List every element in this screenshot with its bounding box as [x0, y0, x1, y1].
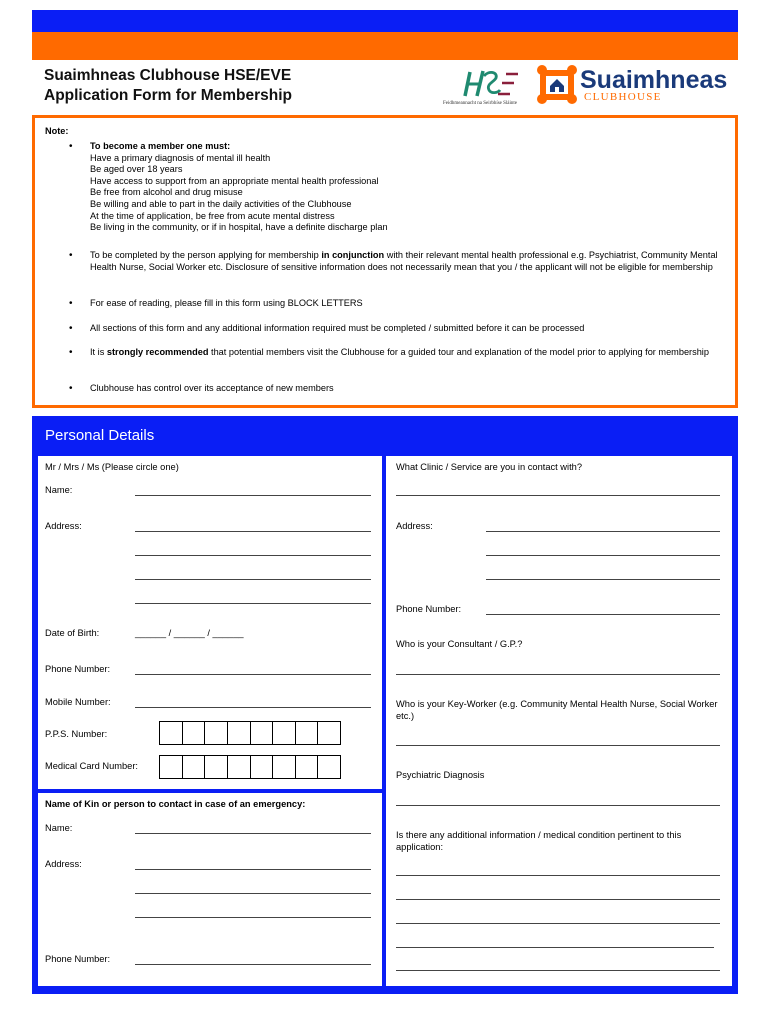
- note-text: with their relevant mental health professional e.g. Psychiatrist, Community Mental Health Nurse, Social Worker etc. Disclosure of sensitive information does not necessarily mean that you / the applicant will not be eligible for membership: [90, 250, 718, 272]
- phone-label: Phone Number:: [45, 664, 111, 674]
- clinic-address-label: Address:: [396, 521, 433, 531]
- note-bullet-eligibility: [90, 141, 720, 234]
- note-bullet-block-letters: • For ease of reading, please fill in this form using BLOCK LETTERS: [90, 298, 720, 310]
- note-text: It is: [90, 347, 107, 357]
- kin-name-field[interactable]: [135, 833, 371, 834]
- phone-field[interactable]: [135, 674, 371, 675]
- address-field-line-2[interactable]: [135, 555, 371, 556]
- keyworker-label: Who is your Key-Worker (e.g. Community Mental Health Nurse, Social Worker etc.): [396, 699, 718, 721]
- medical-card-label: Medical Card Number:: [45, 761, 139, 771]
- note-bullet-all-sections: • All sections of this form and any additional information required must be completed / submitted before it can be processed: [90, 323, 720, 335]
- clinic-phone-field[interactable]: [486, 614, 720, 615]
- header-blue-bar: [32, 10, 738, 32]
- form-title-line-1: Suaimhneas Clubhouse HSE/EVE: [44, 67, 292, 84]
- consultant-field[interactable]: [396, 674, 720, 675]
- clubhouse-logo-name: Suaimhneas: [580, 66, 728, 94]
- clinic-panel: [386, 456, 732, 986]
- note-text: To be completed by the person applying for membership: [90, 250, 322, 260]
- kin-phone-field[interactable]: [135, 964, 371, 965]
- additional-info-label: Is there any additional information / medical condition pertinent to this application:: [396, 830, 682, 852]
- additional-info-line-3[interactable]: [396, 923, 720, 924]
- suaimhneas-logo: [536, 64, 736, 104]
- header-orange-bar: [32, 32, 738, 60]
- form-title-line-2: Application Form for Membership: [44, 87, 293, 104]
- kin-name-label: Name:: [45, 823, 73, 833]
- eligibility-line: Be aged over 18 years: [90, 164, 183, 175]
- mobile-label: Mobile Number:: [45, 697, 111, 707]
- kin-address-line-3[interactable]: [135, 917, 371, 918]
- clinic-address-line-2[interactable]: [486, 555, 720, 556]
- diagnosis-label: Psychiatric Diagnosis: [396, 770, 485, 780]
- address-field-line-3[interactable]: [135, 579, 371, 580]
- clinic-field[interactable]: [396, 495, 720, 496]
- kin-phone-label: Phone Number:: [45, 954, 111, 964]
- mobile-field[interactable]: [135, 707, 371, 708]
- additional-info-line-2[interactable]: [396, 899, 720, 900]
- address-field-line-4[interactable]: [135, 603, 371, 604]
- pps-number-boxes[interactable]: [159, 721, 341, 745]
- hse-logo-subtext: Feidhmeannacht na Seirbhíse Sláinte: [443, 101, 518, 106]
- additional-info-line-5[interactable]: [396, 970, 720, 971]
- note-bullet-acceptance: • Clubhouse has control over its acceptance of new members: [90, 383, 720, 395]
- dob-label: Date of Birth:: [45, 628, 100, 638]
- note-text: that potential members visit the Clubhouse for a guided tour and explanation of the model prior to applying for membership: [208, 347, 709, 357]
- clinic-phone-label: Phone Number:: [396, 604, 462, 614]
- form-title: [44, 66, 292, 106]
- additional-info-line-4[interactable]: [396, 947, 714, 948]
- eligibility-line: Be willing and able to part in the daily activities of the Clubhouse: [90, 198, 352, 209]
- note-bold-text: in conjunction: [321, 250, 385, 260]
- eligibility-title: • To become a member one must:: [90, 141, 231, 151]
- address-field-line-1[interactable]: [135, 531, 371, 532]
- clubhouse-logo-sub: CLUBHOUSE: [584, 91, 662, 103]
- dob-field[interactable]: ______ / ______ / ______: [135, 628, 244, 638]
- note-bold-text: strongly recommended: [106, 347, 209, 357]
- clinic-address-line-1[interactable]: [486, 531, 720, 532]
- diagnosis-field[interactable]: [396, 805, 720, 806]
- note-bullet-conjunction: [90, 250, 720, 273]
- kin-address-line-2[interactable]: [135, 893, 371, 894]
- personal-details-title: Personal Details: [45, 427, 155, 444]
- name-field[interactable]: [135, 495, 371, 496]
- eligibility-line: Have access to support from an appropriate mental health professional: [90, 175, 379, 186]
- kin-panel: [38, 793, 382, 986]
- name-label: Name:: [45, 485, 73, 495]
- note-bullet-recommended: [90, 347, 720, 359]
- pps-label: P.P.S. Number:: [45, 729, 108, 739]
- kin-title: Name of Kin or person to contact in case of an emergency:: [45, 799, 306, 809]
- eligibility-line: Be free from alcohol and drug misuse: [90, 187, 243, 198]
- address-label: Address:: [45, 521, 82, 531]
- notes-box: [32, 115, 738, 408]
- clinic-question: What Clinic / Service are you in contact with?: [396, 462, 583, 472]
- note-label: Note:: [45, 126, 69, 136]
- kin-address-line-1[interactable]: [135, 869, 371, 870]
- keyworker-field[interactable]: [396, 745, 720, 746]
- clubhouse-house-icon: [537, 65, 577, 104]
- eligibility-line: At the time of application, be free from acute mental distress: [90, 210, 335, 221]
- medical-card-boxes[interactable]: [159, 755, 341, 779]
- additional-info-line-1[interactable]: [396, 875, 720, 876]
- clinic-address-line-3[interactable]: [486, 579, 720, 580]
- salutation-label[interactable]: Mr / Mrs / Ms (Please circle one): [45, 462, 179, 472]
- kin-address-label: Address:: [45, 859, 82, 869]
- eligibility-line: Be living in the community, or if in hospital, have a definite discharge plan: [90, 222, 388, 233]
- consultant-label: Who is your Consultant / G.P.?: [396, 639, 523, 649]
- personal-panel: [38, 456, 382, 789]
- eligibility-line: Have a primary diagnosis of mental ill health: [90, 152, 271, 163]
